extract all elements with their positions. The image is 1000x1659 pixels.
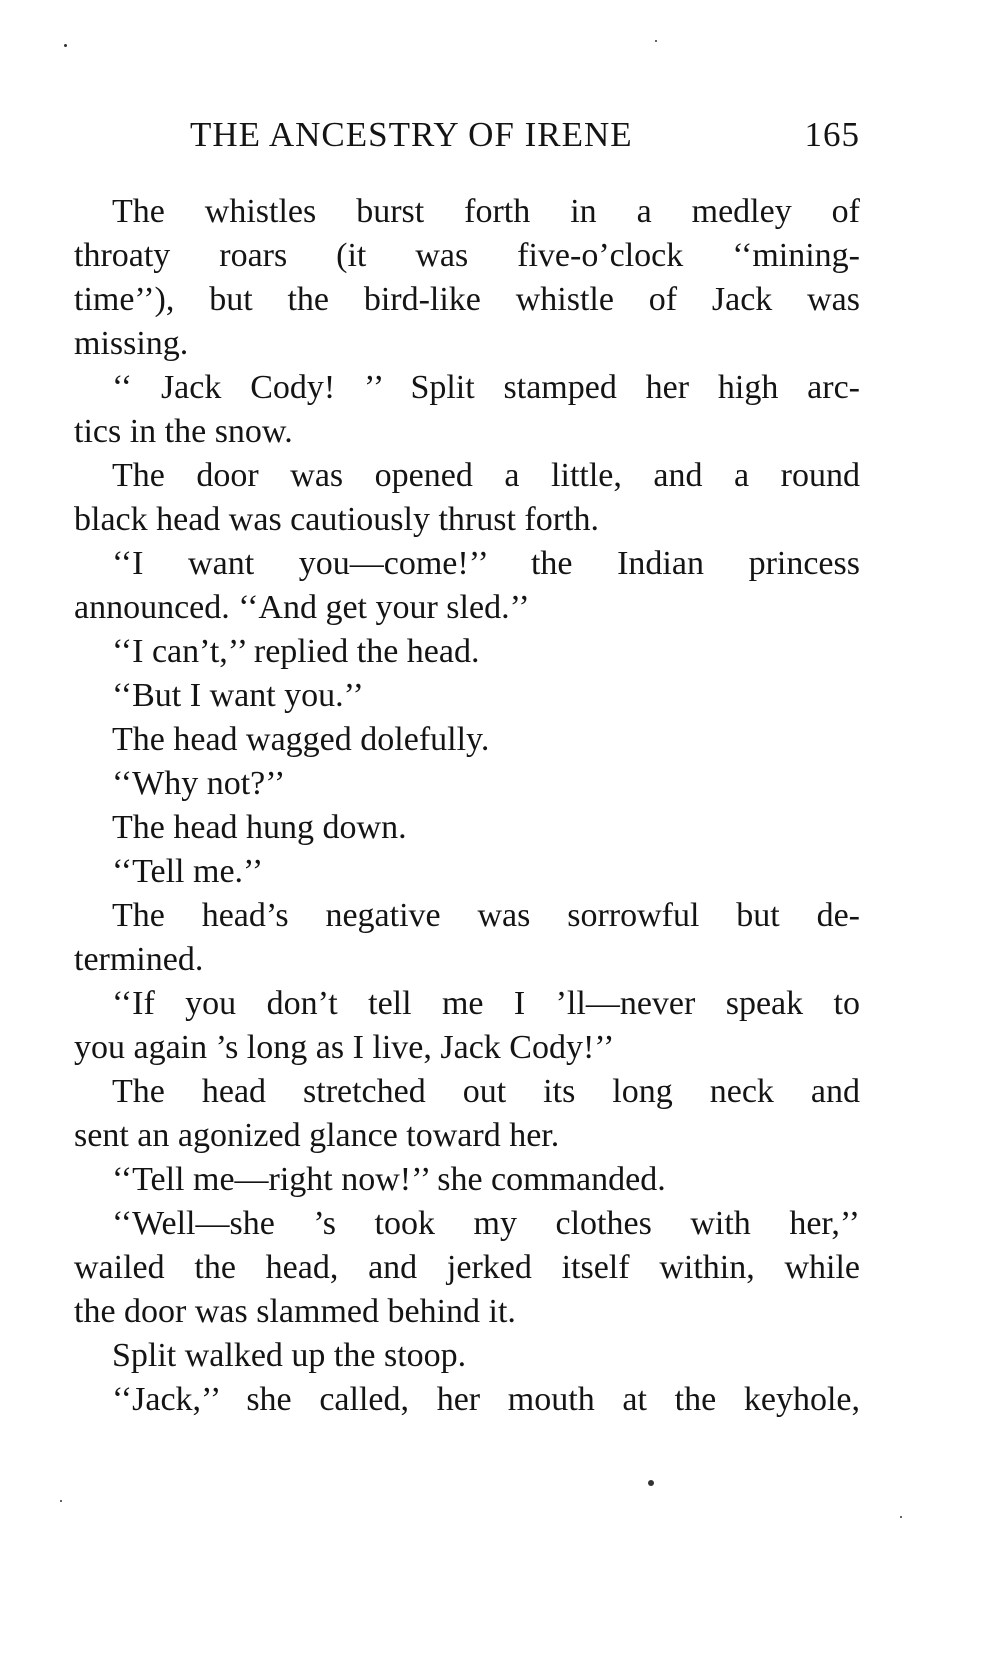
text-line: missing. <box>74 325 189 362</box>
text-line: The door was opened a little, and a round <box>112 457 860 494</box>
text-line: black head was cautiously thrust forth. <box>74 501 599 538</box>
text-line: ‘‘I can’t,’’ replied the head. <box>112 633 480 670</box>
running-head <box>190 115 860 159</box>
text-line: ‘‘Tell me—right now!’’ she commanded. <box>112 1161 666 1198</box>
text-line: ‘‘Tell me.’’ <box>112 853 264 890</box>
text-line: sent an agonized glance toward her. <box>74 1117 560 1154</box>
text-line: ‘‘Why not?’’ <box>112 765 286 802</box>
text-line: The head’s negative was sorrowful but de- <box>112 897 860 934</box>
text-line: tics in the snow. <box>74 413 293 450</box>
text-line: The head hung down. <box>112 809 407 846</box>
text-line: ‘‘If you don’t tell me I ’ll—never speak to <box>112 985 860 1022</box>
text-line: throaty roars (it was five-o’clock ‘‘mining- <box>74 237 860 274</box>
text-line: time’’), but the bird-like whistle of Jack was <box>74 281 860 318</box>
text-line: wailed the head, and jerked itself within, while <box>74 1249 860 1286</box>
ink-speck <box>655 40 657 42</box>
text-line: ‘‘Well—she ’s took my clothes with her,’’ <box>112 1205 860 1242</box>
ink-speck <box>60 1500 62 1502</box>
ink-speck <box>900 1516 902 1518</box>
text-line: The head wagged dolefully. <box>112 721 490 758</box>
running-title: THE ANCESTRY OF IRENE <box>190 115 633 154</box>
text-line: ‘‘I want you—come!’’ the Indian princess <box>112 545 860 582</box>
text-line: The whistles burst forth in a medley of <box>112 193 860 230</box>
text-line: termined. <box>74 941 204 978</box>
text-line: you again ’s long as I live, Jack Cody!’’ <box>74 1029 615 1066</box>
body-text <box>74 190 860 1422</box>
text-line: the door was slammed behind it. <box>74 1293 516 1330</box>
ink-speck <box>648 1480 654 1486</box>
ink-speck <box>64 44 67 47</box>
text-line: ‘‘Jack,’’ she called, her mouth at the keyhole, <box>112 1381 860 1418</box>
text-line: ‘‘ Jack Cody! ’’ Split stamped her high arc- <box>112 369 860 406</box>
text-line: Split walked up the stoop. <box>112 1337 467 1374</box>
text-line: announced. ‘‘And get your sled.’’ <box>74 589 530 626</box>
page-number: 165 <box>804 115 860 154</box>
text-line: ‘‘But I want you.’’ <box>112 677 364 714</box>
text-line: The head stretched out its long neck and <box>112 1073 860 1110</box>
